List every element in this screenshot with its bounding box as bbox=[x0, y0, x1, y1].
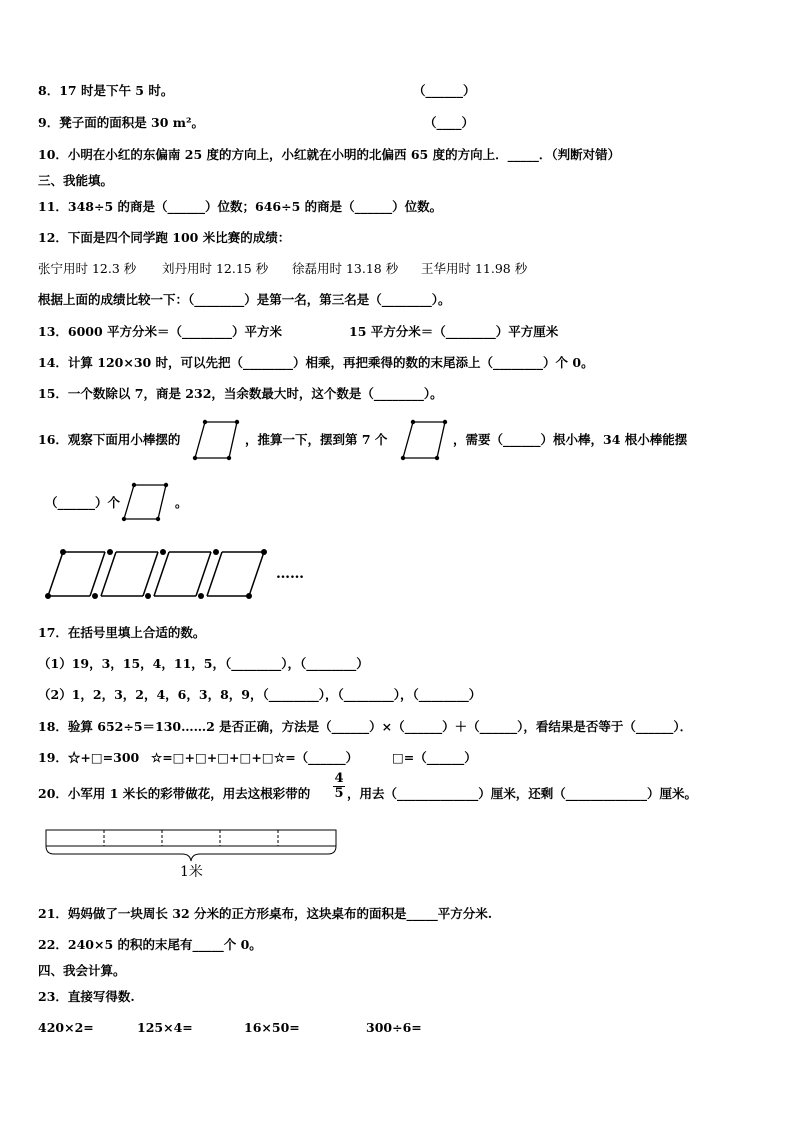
q20-text-a: 20．小军用 1 米长的彩带做花，用去这根彩带的 bbox=[38, 786, 311, 801]
q16-text-e: 。 bbox=[175, 495, 188, 510]
q22-text: 22．240×5 的积的末尾有_____个 0。 bbox=[38, 937, 262, 952]
parallelogram-figure-3 bbox=[122, 483, 172, 523]
q13-part-b: 15 平方分米＝（________）平方厘米 bbox=[349, 324, 559, 339]
q20-text-b: ，用去（_____________）厘米，还剩（_____________）厘米。 bbox=[347, 786, 698, 801]
q9-answer-blank[interactable]: （____） bbox=[424, 115, 475, 130]
section-heading-3: 三、我能填。 bbox=[38, 173, 114, 188]
q10-text: 10．小明在小红的东偏南 25 度的方向上，小红就在小明的北偏西 65 度的方向上．_____．（判断对错） bbox=[38, 147, 621, 162]
q23-item-2: 125×4= bbox=[137, 1020, 193, 1035]
q12-time-2: 刘丹用时 12.15 秒 bbox=[162, 261, 269, 276]
q9-text: 9．凳子面的面积是 30 m²。 bbox=[38, 115, 204, 130]
parallelogram-figure-2 bbox=[400, 420, 450, 462]
q16-text-d: （______）个 bbox=[45, 495, 121, 510]
q17-part-1: （1）19，3，15，4，11，5，（________），（________） bbox=[38, 656, 369, 671]
q16-text-c: ，需要（______）根小棒，34 根小棒能摆 bbox=[453, 432, 688, 447]
q20-fraction-numerator: 4 bbox=[334, 771, 344, 786]
q19-part-a: 19．☆+□=300 bbox=[38, 750, 140, 765]
q23-item-1: 420×2= bbox=[38, 1020, 94, 1035]
q12-text: 12．下面是四个同学跑 100 米比赛的成绩： bbox=[38, 230, 291, 245]
ribbon-length-label: 1米 bbox=[180, 864, 203, 880]
q20-fraction bbox=[333, 772, 345, 801]
q18-text: 18．验算 652÷5＝130……2 是否正确，方法是（______）×（______）＋（______），看结果是否等于（______）． bbox=[38, 719, 693, 734]
q12-time-4: 王华用时 11.98 秒 bbox=[421, 261, 528, 276]
q17-part-2: （2）1，2，3，2，4，6，3，8，9，（________），（________），（________） bbox=[38, 687, 482, 702]
q16-text-b: ，推算一下，摆到第 7 个 bbox=[245, 432, 388, 447]
q15-text: 15．一个数除以 7，商是 232，当余数最大时，这个数是（________）。 bbox=[38, 386, 443, 401]
q20-fraction-denominator: 5 bbox=[334, 786, 344, 801]
ribbon-diagram bbox=[44, 828, 344, 868]
q21-text: 21．妈妈做了一块周长 32 分米的正方形桌布，这块桌布的面积是_____平方分米. bbox=[38, 906, 493, 921]
q23-item-4: 300÷6= bbox=[366, 1020, 422, 1035]
q12-time-1: 张宁用时 12.3 秒 bbox=[38, 261, 137, 276]
q14-text: 14．计算 120×30 时，可以先把（________）相乘，再把乘得的数的末尾添上（________）个 0。 bbox=[38, 355, 594, 370]
parallelogram-figure-1 bbox=[192, 420, 242, 462]
q19-part-d: □=（______） bbox=[392, 750, 477, 765]
q19-part-c: ☆=（______） bbox=[274, 750, 359, 765]
section-heading-4: 四、我会计算。 bbox=[38, 963, 126, 978]
q8-answer-blank[interactable]: （______） bbox=[413, 83, 476, 98]
q11-text: 11．348÷5 的商是（______）位数；646÷5 的商是（______）位数。 bbox=[38, 199, 443, 214]
q23-text: 23．直接写得数. bbox=[38, 989, 135, 1004]
q13-part-a: 13．6000 平方分米＝（________）平方米 bbox=[38, 324, 283, 339]
q12-time-3: 徐磊用时 13.18 秒 bbox=[292, 261, 399, 276]
q23-item-3: 16×50= bbox=[244, 1020, 300, 1035]
q12-question: 根据上面的成绩比较一下：（________）是第一名，第三名是（________）。 bbox=[38, 292, 451, 307]
q19-part-b: ☆=□+□+□+□+□ bbox=[151, 750, 274, 765]
q8-text: 8．17 时是下午 5 时。 bbox=[38, 83, 174, 98]
q17-text: 17．在括号里填上合适的数。 bbox=[38, 625, 206, 640]
q16-ellipsis: …… bbox=[276, 566, 304, 582]
q16-text-a: 16．观察下面用小棒摆的 bbox=[38, 432, 181, 447]
